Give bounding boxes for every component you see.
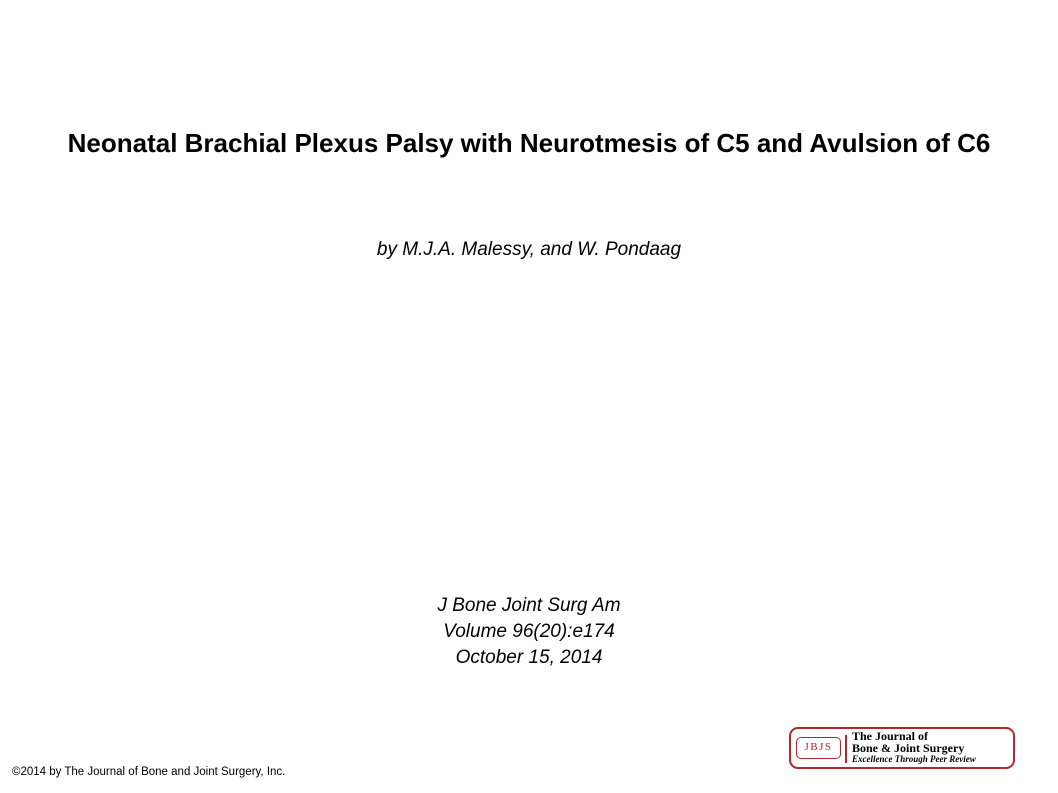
logo-tagline: Excellence Through Peer Review xyxy=(852,754,976,764)
citation-volume: Volume 96(20):e174 xyxy=(443,621,615,642)
article-authors: by M.J.A. Malessy, and W. Pondaag xyxy=(376,239,682,260)
logo-line-1: The Journal of xyxy=(852,729,929,743)
jbjs-logo xyxy=(789,727,1015,769)
jbjs-badge: JBJS xyxy=(796,737,841,759)
logo-divider xyxy=(845,735,847,763)
citation-block xyxy=(60,593,998,671)
citation-journal: J Bone Joint Surg Am xyxy=(437,595,621,616)
logo-text xyxy=(852,730,976,765)
copyright-notice: ©2014 by The Journal of Bone and Joint Surgery, Inc. xyxy=(12,766,286,778)
citation-date: October 15, 2014 xyxy=(455,647,603,668)
article-title: Neonatal Brachial Plexus Palsy with Neurotmesis of C5 and Avulsion of C6 xyxy=(67,128,991,158)
logo-line-2: Bone & Joint Surgery xyxy=(852,741,965,755)
